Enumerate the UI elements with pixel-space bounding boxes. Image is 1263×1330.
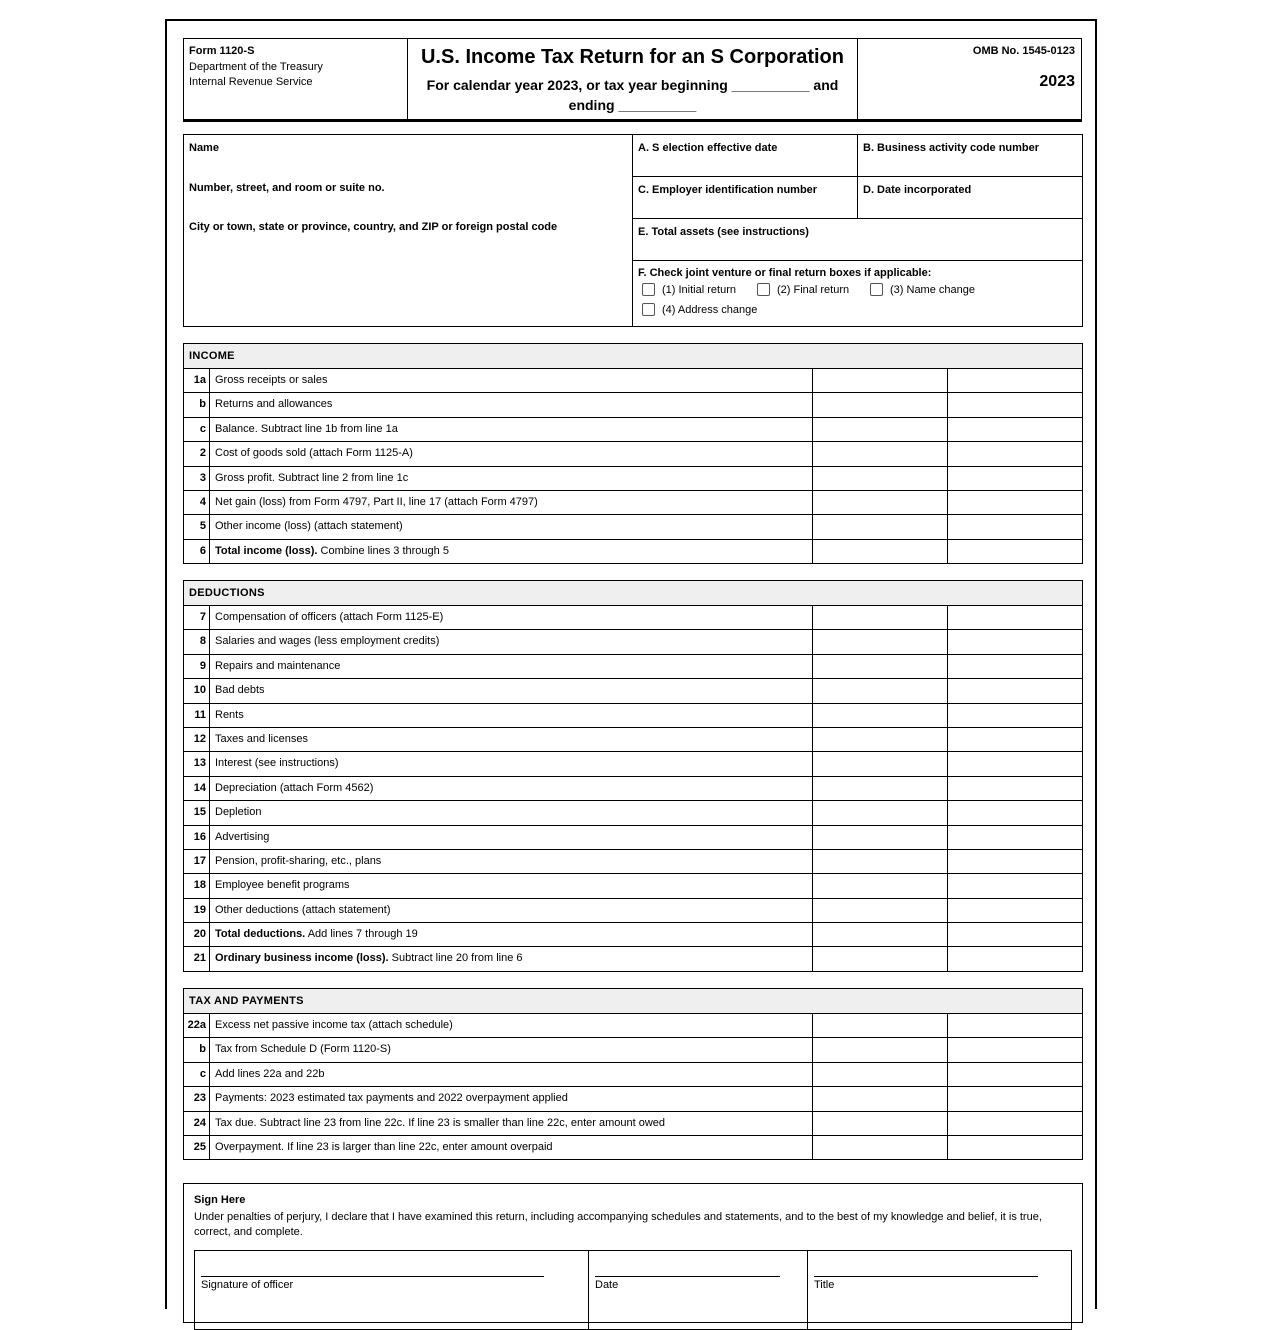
amount-input-outer[interactable] [947,1112,1082,1135]
amount-input-outer[interactable] [947,826,1082,849]
signature-table [194,1250,1072,1330]
line-number: 8 [184,630,210,653]
line-row [184,1014,1082,1038]
line-number: 18 [184,874,210,897]
total-assets-field[interactable] [633,219,1082,261]
line-description [215,1136,553,1159]
line-number: 7 [184,606,210,629]
line-row [184,728,1082,752]
amount-input-outer[interactable] [947,850,1082,873]
amount-input-inner[interactable] [812,606,948,629]
line-number: 11 [184,704,210,727]
line-row [184,1136,1082,1160]
line-number: 23 [184,1087,210,1110]
amount-input-inner[interactable] [812,442,948,465]
line-description [215,1112,665,1135]
amount-input-outer[interactable] [947,777,1082,800]
address-change-checkbox[interactable] [642,303,757,316]
date-label: Date [595,1279,619,1291]
line-description [215,752,339,775]
line-number: c [184,1063,210,1086]
line-description [215,515,403,538]
line-description-text: Other deductions (attach statement) [215,903,391,916]
line-description [215,442,413,465]
amount-input-inner[interactable] [812,418,948,441]
tax-payments-section [183,988,1083,1160]
return-checkboxes [633,261,1082,327]
line-description-text: Excess net passive income tax (attach schedule) [215,1019,453,1031]
amount-input-inner[interactable] [812,369,948,392]
amount-input-outer[interactable] [947,1136,1082,1159]
form-id-block [184,39,408,119]
line-description [215,850,381,873]
line-row [184,801,1082,825]
line-description [215,655,340,678]
date-incorporated-field[interactable] [858,177,1082,219]
line-number: 19 [184,899,210,922]
line-number: 1a [184,369,210,392]
amount-input-inner[interactable] [812,704,948,727]
title-line [814,1276,1038,1277]
line-description [215,491,538,514]
line-description-text: Employee benefit programs [215,879,350,892]
checkbox-instructions: F. Check joint venture or final return boxes if applicable: [638,267,932,279]
name-change-checkbox[interactable] [870,283,975,296]
line-number: b [184,393,210,416]
form-number: Form 1120-S [189,45,255,57]
line-description-text: Depletion [215,806,262,819]
amount-input-inner[interactable] [812,923,948,946]
line-number: 10 [184,679,210,702]
address-block [184,135,633,326]
line-number: 20 [184,923,210,946]
amount-input-inner[interactable] [812,752,948,775]
line-description-text: Balance. Subtract line 1b from line 1a [215,422,398,435]
line-description-text: Taxes and licenses [215,732,308,745]
form-title: U.S. Income Tax Return for an S Corporation [420,46,844,68]
amount-input-inner[interactable] [812,1112,948,1135]
line-description [215,393,332,416]
line-description-text: Add lines 22a and 22b [215,1067,325,1080]
line-row [184,899,1082,923]
line-description-text: Bad debts [215,684,265,697]
ein-label: C. Employer identification number [638,184,818,196]
section-heading: INCOME [184,344,1082,369]
line-number: 6 [184,540,210,563]
amount-input-inner[interactable] [812,874,948,897]
line-row [184,850,1082,874]
checkbox-label: (1) Initial return [662,283,736,296]
line-row [184,491,1082,515]
line-row [184,1112,1082,1136]
line-description [215,874,350,897]
omb-block [858,39,1081,119]
line-number: 3 [184,467,210,490]
line-description-bold: Total income (loss). [215,544,318,557]
line-row [184,1063,1082,1087]
checkbox-icon[interactable] [642,303,655,316]
amount-input-outer[interactable] [947,606,1082,629]
line-row [184,777,1082,801]
amount-input-outer[interactable] [947,540,1082,563]
amount-input-outer[interactable] [947,655,1082,678]
line-number: 16 [184,826,210,849]
line-description [215,679,265,702]
amount-input-outer[interactable] [947,1087,1082,1110]
amount-input-inner[interactable] [812,655,948,678]
signature-label: Signature of officer [201,1279,294,1291]
line-row [184,393,1082,417]
tax-year: 2023 [1039,73,1075,90]
checkbox-label: (4) Address change [662,303,758,316]
line-description-text: Add lines 7 through 19 [305,928,418,941]
line-description-text: Returns and allowances [215,398,333,411]
amount-input-inner[interactable] [812,826,948,849]
amount-input-inner[interactable] [812,679,948,702]
line-description [215,1014,453,1037]
amount-input-outer[interactable] [947,369,1082,392]
line-row [184,369,1082,393]
perjury-declaration: Under penalties of perjury, I declare that I have examined this return, including accompanying schedules and statements, and to the best of my knowledge and belief, it is true, correct, and complete. [194,1211,1042,1238]
line-description [215,467,408,490]
income-section [183,343,1083,564]
checkbox-icon[interactable] [757,283,770,296]
line-number: 15 [184,801,210,824]
irs-label: Internal Revenue Service [189,76,313,88]
line-number: 13 [184,752,210,775]
line-number: 12 [184,728,210,751]
line-description [215,630,439,653]
line-description-text: Repairs and maintenance [215,659,341,672]
amount-input-inner[interactable] [812,393,948,416]
date-incorporated-label: D. Date incorporated [863,184,972,196]
line-number: c [184,418,210,441]
line-description-text: Depreciation (attach Form 4562) [215,781,374,794]
line-row [184,1087,1082,1111]
amount-input-outer[interactable] [947,1014,1082,1037]
line-number: 9 [184,655,210,678]
line-row [184,515,1082,539]
s-election-date-field[interactable] [633,135,858,177]
section-heading: TAX AND PAYMENTS [184,989,1082,1014]
line-description-text: Overpayment. If line 23 is larger than line 22c, enter amount overpaid [215,1140,553,1153]
amount-input-outer[interactable] [947,704,1082,727]
amount-input-outer[interactable] [947,923,1082,946]
line-row [184,655,1082,679]
initial-return-checkbox[interactable] [642,283,736,296]
line-description [215,606,443,629]
line-description-text: Compensation of officers (attach Form 1125-E) [215,611,444,623]
line-row [184,418,1082,442]
line-number: 2 [184,442,210,465]
line-number: 17 [184,850,210,873]
sign-here-heading: Sign Here [194,1194,246,1206]
line-description [215,801,261,824]
line-description-text: Payments: 2023 estimated tax payments and 2022 overpayment applied [215,1092,568,1105]
line-description-text: Rents [215,708,244,721]
line-row [184,826,1082,850]
line-row [184,606,1082,630]
amount-input-outer[interactable] [947,1063,1082,1086]
amount-input-inner[interactable] [812,777,948,800]
line-row [184,752,1082,776]
line-description [215,1087,568,1110]
checkbox-icon[interactable] [642,283,655,296]
amount-input-inner[interactable] [812,1014,948,1037]
amount-input-inner[interactable] [812,515,948,538]
amount-input-inner[interactable] [812,1063,948,1086]
amount-input-outer[interactable] [947,899,1082,922]
amount-input-inner[interactable] [812,540,948,563]
line-row [184,1038,1082,1062]
line-description [215,418,398,441]
line-number: 5 [184,515,210,538]
form-title-block [408,39,858,119]
line-number: 4 [184,491,210,514]
line-description [215,1038,391,1061]
line-description-text: Combine lines 3 through 5 [317,544,449,557]
line-description [215,369,327,392]
amount-input-inner[interactable] [812,850,948,873]
line-number: 21 [184,947,210,970]
line-description-text: Other income (loss) (attach statement) [215,520,403,533]
amount-input-inner[interactable] [812,801,948,824]
amount-input-outer[interactable] [947,728,1082,751]
amount-input-inner[interactable] [812,467,948,490]
amount-input-outer[interactable] [947,442,1082,465]
line-row [184,947,1082,971]
line-description [215,923,418,946]
line-row [184,679,1082,703]
taxpayer-info [183,134,1083,327]
business-code-label: B. Business activity code number [863,142,1040,154]
amount-input-inner[interactable] [812,1038,948,1061]
line-description-text: Subtract line 20 from line 6 [388,952,523,965]
amount-input-outer[interactable] [947,393,1082,416]
final-return-checkbox[interactable] [757,283,849,296]
amount-input-outer[interactable] [947,752,1082,775]
amount-input-outer[interactable] [947,801,1082,824]
line-row [184,704,1082,728]
amount-input-outer[interactable] [947,418,1082,441]
title-label: Title [814,1279,835,1291]
section-heading: DEDUCTIONS [184,581,1082,606]
line-description-text: Pension, profit-sharing, etc., plans [215,854,382,867]
line-description [215,777,373,800]
line-description [215,728,308,751]
line-description-text: Tax from Schedule D (Form 1120-S) [215,1043,391,1056]
amount-input-outer[interactable] [947,630,1082,653]
amount-input-inner[interactable] [812,899,948,922]
line-row [184,923,1082,947]
total-assets-label: E. Total assets (see instructions) [638,226,809,238]
deductions-section [183,580,1083,972]
signature-field[interactable] [195,1251,589,1329]
line-description-text: Gross receipts or sales [215,374,328,386]
street-field[interactable]: Number, street, and room or suite no. [189,182,385,194]
amount-input-inner[interactable] [812,947,948,970]
amount-input-inner[interactable] [812,728,948,751]
amount-input-outer[interactable] [947,874,1082,897]
title-field[interactable] [808,1251,1071,1329]
amount-input-outer[interactable] [947,515,1082,538]
line-row [184,874,1082,898]
line-description-text: Cost of goods sold (attach Form 1125-A) [215,447,413,460]
amount-input-outer[interactable] [947,679,1082,702]
line-number: 24 [184,1112,210,1135]
line-description-text: Interest (see instructions) [215,757,339,770]
amount-input-outer[interactable] [947,491,1082,514]
checkbox-label: (3) Name change [890,283,975,296]
amount-input-inner[interactable] [812,630,948,653]
line-description [215,947,523,970]
line-row [184,630,1082,654]
line-description [215,704,244,727]
line-number: 25 [184,1136,210,1159]
line-row [184,442,1082,466]
checkbox-icon[interactable] [870,283,883,296]
date-line [595,1276,780,1277]
line-number: 22a [184,1014,210,1037]
signature-line [201,1276,544,1277]
line-description-text: Tax due. Subtract line 23 from line 22c. If line 23 is smaller than line 22c, enter amount owed [215,1116,666,1129]
line-row [184,467,1082,491]
line-description-text: Salaries and wages (less employment credits) [215,635,440,648]
omb-number: OMB No. 1545-0123 [972,45,1075,57]
tax-form-page [165,19,1097,1309]
form-header [183,38,1082,122]
line-description-bold: Total deductions. [215,928,306,941]
line-description [215,1063,324,1086]
name-field[interactable]: Name [189,142,219,154]
s-election-date-label: A. S election effective date [638,142,778,154]
business-code-field[interactable] [858,135,1082,177]
checkbox-label: (2) Final return [777,283,850,296]
line-description-text: Gross profit. Subtract line 2 from line 1c [215,471,409,484]
amount-input-outer[interactable] [947,1038,1082,1061]
date-field[interactable] [589,1251,808,1329]
department-label: Department of the Treasury [189,60,323,73]
line-description-bold: Ordinary business income (loss). [215,952,389,965]
city-field[interactable]: City or town, state or province, country, and ZIP or foreign postal code [189,221,558,233]
tax-year-line[interactable]: For calendar year 2023, or tax year beginning __________ and ending __________ [426,77,839,113]
line-description-text: Advertising [215,830,270,843]
amount-input-inner[interactable] [812,1136,948,1159]
line-description-text: Net gain (loss) from Form 4797, Part II, line 17 (attach Form 4797) [215,495,538,508]
line-number: b [184,1038,210,1061]
line-description [215,826,269,849]
amount-input-inner[interactable] [812,1087,948,1110]
signature-section [183,1183,1083,1323]
line-description [215,540,449,563]
amount-input-outer[interactable] [947,467,1082,490]
ein-field[interactable] [633,177,858,219]
line-row [184,540,1082,564]
amount-input-outer[interactable] [947,947,1082,970]
line-description [215,899,390,922]
amount-input-inner[interactable] [812,491,948,514]
line-number: 14 [184,777,210,800]
